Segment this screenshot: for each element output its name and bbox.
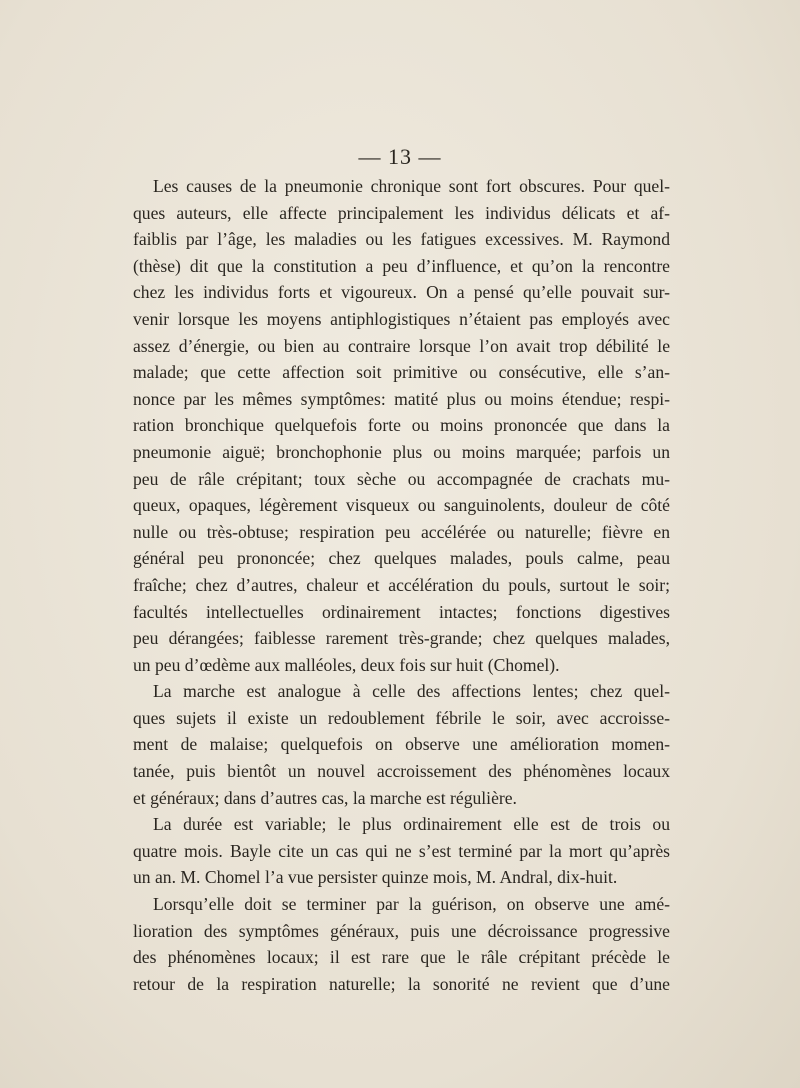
body-text [133, 173, 670, 997]
text-line: nonce par les mêmes symptômes: matité plus ou moins étendue; respi- [133, 388, 670, 409]
text-line: ment de malaise; quelquefois on observe une amélioration momen- [133, 734, 670, 755]
text-line: retour de la respiration naturelle; la sonorité ne revient que d’une [133, 973, 670, 994]
text-line: nulle ou très-obtuse; respiration peu accélérée ou naturelle; fièvre en [133, 521, 670, 542]
text-line: peu de râle crépitant; toux sèche ou accompagnée de crachats mu- [133, 468, 670, 489]
text-line: des phénomènes locaux; il est rare que le râle crépitant précède le [133, 947, 670, 968]
text-line: venir lorsque les moyens antiphlogistiques n’étaient pas employés avec [133, 308, 670, 329]
text-line: un an. M. Chomel l’a vue persister quinze mois, M. Andral, dix-huit. [133, 867, 618, 888]
text-line: peu dérangées; faiblesse rarement très-grande; chez quelques malades, [133, 628, 670, 649]
text-line: (thèse) dit que la constitution a peu d’influence, et qu’on la rencontre [133, 255, 670, 276]
text-line: La marche est analogue à celle des affections lentes; chez quel- [153, 681, 670, 702]
text-line: Lorsqu’elle doit se terminer par la guérison, on observe une amé- [153, 894, 670, 915]
text-line: queux, opaques, légèrement visqueux ou sanguinolents, douleur de côté [133, 495, 670, 516]
text-line: lioration des symptômes généraux, puis une décroissance progressive [133, 920, 670, 941]
text-line: fraîche; chez d’autres, chaleur et accélération du pouls, surtout le soir; [133, 574, 670, 595]
text-line: assez d’énergie, ou bien au contraire lorsque l’on avait trop débilité le [133, 335, 670, 356]
text-line: facultés intellectuelles ordinairement intactes; fonctions digestives [133, 601, 670, 622]
text-line: faiblis par l’âge, les maladies ou les fatigues excessives. M. Raymond [133, 229, 670, 250]
text-line: un peu d’œdème aux malléoles, deux fois sur huit (Chomel). [133, 654, 560, 675]
page-number: — 13 — [358, 144, 442, 169]
text-line: Les causes de la pneumonie chronique sont fort obscures. Pour quel- [153, 176, 670, 196]
text-line: ration bronchique quelquefois forte ou moins prononcée que dans la [133, 415, 670, 436]
text-line: ques sujets il existe un redoublement fébrile le soir, avec accroisse- [133, 707, 670, 728]
text-line: pneumonie aiguë; bronchophonie plus ou moins marquée; parfois un [133, 441, 670, 462]
text-line: chez les individus forts et vigoureux. On a pensé qu’elle pouvait sur- [133, 282, 670, 303]
text-line: ques auteurs, elle affecte principalement les individus délicats et af- [133, 202, 670, 223]
text-line: général peu prononcée; chez quelques malades, pouls calme, peau [133, 548, 670, 569]
text-line: et généraux; dans d’autres cas, la marche est régulière. [133, 787, 517, 808]
text-line: malade; que cette affection soit primitive ou consécutive, elle s’an- [133, 362, 670, 383]
text-line: La durée est variable; le plus ordinairement elle est de trois ou [153, 814, 670, 835]
text-line: tanée, puis bientôt un nouvel accroissement des phénomènes locaux [133, 761, 670, 782]
text-line: quatre mois. Bayle cite un cas qui ne s’est terminé par la mort qu’après [133, 840, 670, 861]
